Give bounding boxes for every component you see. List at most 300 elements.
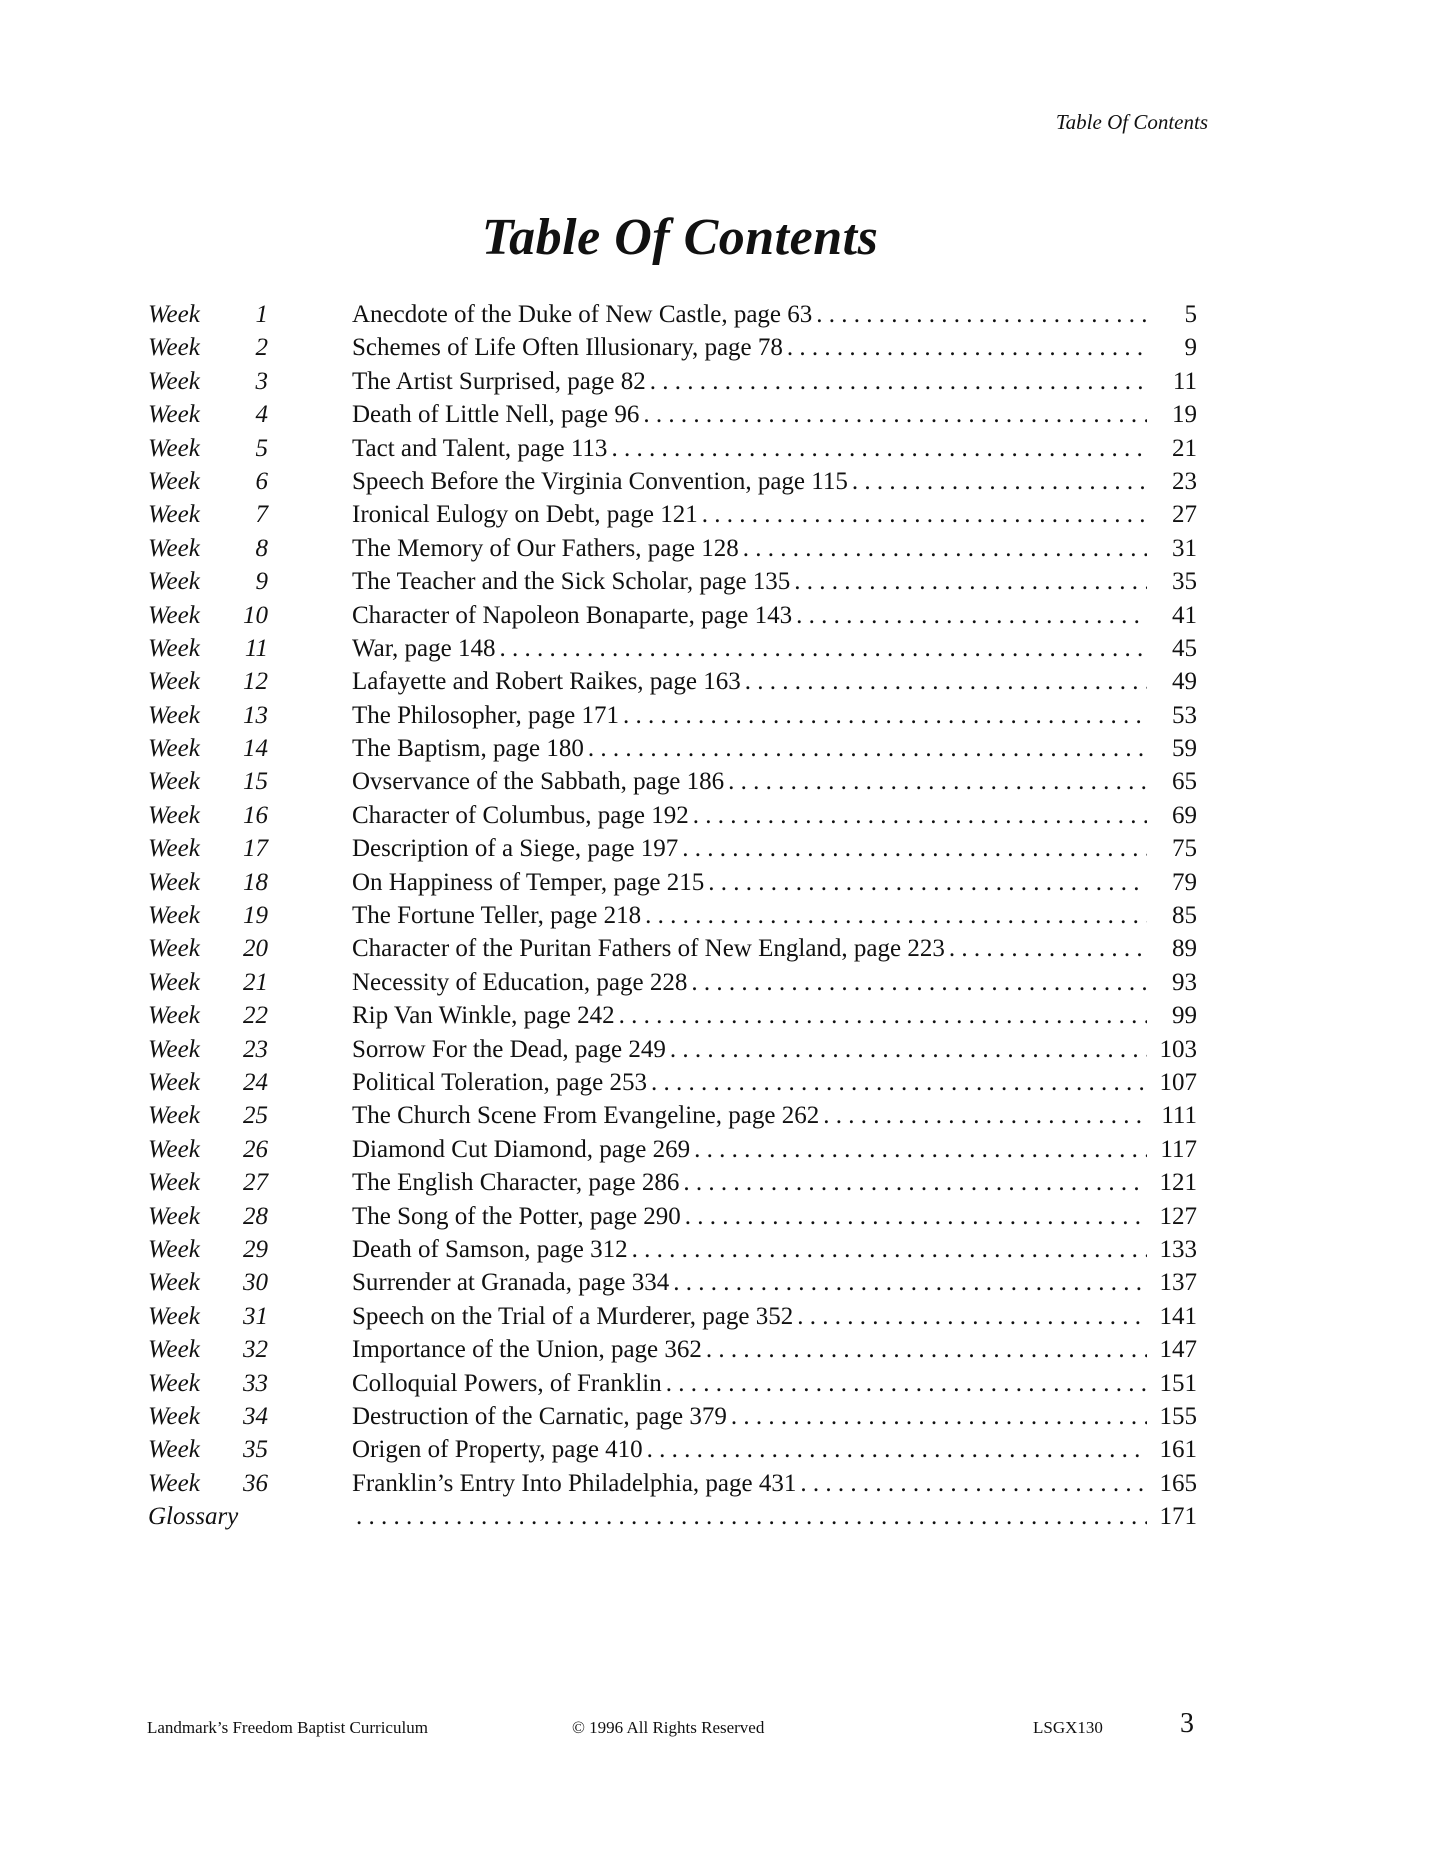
dot-leader bbox=[643, 1433, 1147, 1466]
entry-title: Character of Napoleon Bonaparte, page 143 bbox=[352, 601, 793, 629]
entry-page-number: 5 bbox=[1184, 301, 1197, 328]
entry-page-number: 107 bbox=[1159, 1068, 1197, 1096]
week-word: Week bbox=[148, 968, 200, 996]
entry-page-number: 121 bbox=[1159, 1169, 1197, 1197]
week-label bbox=[148, 1400, 268, 1433]
dot-leader bbox=[792, 599, 1147, 632]
toc-row bbox=[140, 799, 1197, 832]
week-label bbox=[148, 331, 268, 364]
week-label bbox=[148, 699, 268, 732]
week-label bbox=[148, 1500, 268, 1533]
entry-page-number: 99 bbox=[1172, 1002, 1197, 1030]
week-word: Week bbox=[148, 301, 200, 328]
week-label bbox=[148, 398, 268, 431]
entry-page-number: 75 bbox=[1172, 835, 1197, 863]
toc-entry bbox=[352, 1166, 1197, 1199]
entry-title: The Song of the Potter, page 290 bbox=[352, 1202, 681, 1230]
week-label bbox=[148, 1300, 268, 1333]
week-label bbox=[148, 966, 268, 999]
week-number: 34 bbox=[243, 1402, 268, 1430]
week-word: Week bbox=[148, 735, 200, 763]
dot-leader bbox=[681, 1200, 1147, 1233]
dot-leader bbox=[666, 1033, 1147, 1066]
toc-row bbox=[140, 1133, 1197, 1166]
entry-page-number: 53 bbox=[1172, 701, 1197, 729]
toc-row bbox=[140, 832, 1197, 865]
week-word: Week bbox=[148, 568, 200, 596]
week-label bbox=[148, 1200, 268, 1233]
entry-title: Anecdote of the Duke of New Castle, page 63 bbox=[352, 301, 813, 328]
dot-leader bbox=[669, 1266, 1147, 1299]
page-number: 3 bbox=[1180, 1708, 1194, 1739]
week-label bbox=[148, 899, 268, 932]
week-label bbox=[148, 1166, 268, 1199]
entry-page-number: 103 bbox=[1159, 1035, 1197, 1063]
week-number: 18 bbox=[243, 868, 268, 896]
entry-page-number: 89 bbox=[1172, 935, 1197, 963]
dot-leader bbox=[615, 999, 1147, 1032]
toc-entry bbox=[352, 298, 1197, 331]
week-label bbox=[148, 765, 268, 798]
week-label bbox=[148, 1133, 268, 1166]
toc-entry bbox=[352, 532, 1197, 565]
toc-entry bbox=[352, 699, 1197, 732]
week-word: Week bbox=[148, 1102, 200, 1130]
entry-page-number: 151 bbox=[1159, 1369, 1197, 1397]
entry-title: Sorrow For the Dead, page 249 bbox=[352, 1035, 666, 1063]
dot-leader bbox=[619, 699, 1147, 732]
toc-row bbox=[140, 699, 1197, 732]
toc-entry bbox=[352, 799, 1197, 832]
week-word: Week bbox=[148, 668, 200, 696]
week-word: Week bbox=[148, 1135, 200, 1163]
week-word: Week bbox=[148, 534, 200, 562]
dot-leader bbox=[646, 365, 1147, 398]
week-label bbox=[148, 1033, 268, 1066]
entry-title: Destruction of the Carnatic, page 379 bbox=[352, 1402, 727, 1430]
toc-entry bbox=[352, 1233, 1197, 1266]
entry-title: Necessity of Education, page 228 bbox=[352, 968, 688, 996]
week-number: 9 bbox=[255, 568, 268, 596]
dot-leader bbox=[607, 432, 1147, 465]
toc-row bbox=[140, 1467, 1197, 1500]
entry-page-number: 85 bbox=[1172, 902, 1197, 930]
toc-row bbox=[140, 599, 1197, 632]
toc-row bbox=[140, 1066, 1197, 1099]
toc-entry bbox=[352, 1099, 1197, 1132]
running-header: Table Of Contents bbox=[1055, 110, 1208, 134]
dot-leader bbox=[783, 331, 1147, 364]
entry-title: Rip Van Winkle, page 242 bbox=[352, 1002, 615, 1030]
toc-entry bbox=[352, 599, 1197, 632]
entry-page-number: 165 bbox=[1159, 1469, 1197, 1497]
toc-row bbox=[140, 665, 1197, 698]
week-label bbox=[148, 1066, 268, 1099]
dot-leader bbox=[812, 298, 1147, 331]
toc-row bbox=[140, 1300, 1197, 1333]
entry-title: Surrender at Granada, page 334 bbox=[352, 1269, 670, 1297]
toc-row bbox=[140, 532, 1197, 565]
week-number: 29 bbox=[243, 1235, 268, 1263]
entry-page-number: 35 bbox=[1172, 568, 1197, 596]
week-number: 27 bbox=[243, 1169, 268, 1197]
dot-leader bbox=[739, 532, 1147, 565]
dot-leader bbox=[628, 1233, 1147, 1266]
toc-entry bbox=[352, 1266, 1197, 1299]
week-label bbox=[148, 1433, 268, 1466]
week-word: Week bbox=[148, 701, 200, 729]
toc-entry bbox=[352, 1433, 1197, 1466]
entry-page-number: 147 bbox=[1159, 1336, 1197, 1364]
week-word: Week bbox=[148, 1336, 200, 1364]
entry-title: Schemes of Life Often Illusionary, page 78 bbox=[352, 334, 783, 362]
toc-entry bbox=[352, 1300, 1197, 1333]
entry-page-number: 21 bbox=[1172, 434, 1197, 462]
toc-entry bbox=[352, 732, 1197, 765]
toc-row bbox=[140, 398, 1197, 431]
dot-leader bbox=[727, 1400, 1147, 1433]
week-label bbox=[148, 599, 268, 632]
week-label bbox=[148, 365, 268, 398]
week-number: 26 bbox=[243, 1135, 268, 1163]
week-word: Week bbox=[148, 835, 200, 863]
entry-title: Speech on the Trial of a Murderer, page 352 bbox=[352, 1302, 794, 1330]
entry-title: Ironical Eulogy on Debt, page 121 bbox=[352, 501, 698, 529]
dot-leader bbox=[689, 799, 1147, 832]
week-word: Week bbox=[148, 768, 200, 796]
toc-row bbox=[140, 1367, 1197, 1400]
toc-entry bbox=[352, 1133, 1197, 1166]
toc-row bbox=[140, 1033, 1197, 1066]
toc-row bbox=[140, 1266, 1197, 1299]
toc-entry bbox=[352, 999, 1197, 1032]
week-number: 30 bbox=[243, 1269, 268, 1297]
entry-title: The Baptism, page 180 bbox=[352, 735, 584, 763]
dot-leader bbox=[690, 1133, 1147, 1166]
week-number: 14 bbox=[243, 735, 268, 763]
toc-row bbox=[140, 899, 1197, 932]
week-number: 24 bbox=[243, 1068, 268, 1096]
toc-entry bbox=[352, 866, 1197, 899]
toc-entry bbox=[352, 432, 1197, 465]
toc-entry bbox=[352, 632, 1197, 665]
week-number: 20 bbox=[243, 935, 268, 963]
entry-page-number: 161 bbox=[1159, 1436, 1197, 1464]
dot-leader bbox=[352, 1500, 1147, 1533]
week-number: 12 bbox=[243, 668, 268, 696]
week-word: Week bbox=[148, 1202, 200, 1230]
toc-entry bbox=[352, 1467, 1197, 1500]
entry-page-number: 9 bbox=[1184, 334, 1197, 362]
week-word: Week bbox=[148, 634, 200, 662]
week-number: 35 bbox=[243, 1436, 268, 1464]
week-label bbox=[148, 665, 268, 698]
toc-row bbox=[140, 966, 1197, 999]
table-of-contents bbox=[140, 298, 1197, 1533]
week-word: Week bbox=[148, 401, 200, 429]
toc-row bbox=[140, 365, 1197, 398]
entry-title: The Fortune Teller, page 218 bbox=[352, 902, 642, 930]
week-word: Week bbox=[148, 1302, 200, 1330]
week-word: Week bbox=[148, 334, 200, 362]
toc-entry bbox=[352, 331, 1197, 364]
week-label bbox=[148, 1467, 268, 1500]
entry-page-number: 141 bbox=[1159, 1302, 1197, 1330]
dot-leader bbox=[495, 632, 1147, 665]
entry-page-number: 11 bbox=[1172, 367, 1197, 395]
footer-publisher: Landmark’s Freedom Baptist Curriculum bbox=[147, 1718, 428, 1737]
entry-page-number: 65 bbox=[1172, 768, 1197, 796]
week-label bbox=[148, 866, 268, 899]
toc-entry bbox=[352, 1500, 1197, 1533]
week-number: 28 bbox=[243, 1202, 268, 1230]
week-number: 13 bbox=[243, 701, 268, 729]
week-label bbox=[148, 1333, 268, 1366]
entry-page-number: 133 bbox=[1159, 1235, 1197, 1263]
toc-entry bbox=[352, 899, 1197, 932]
week-number: 17 bbox=[243, 835, 268, 863]
entry-title: Importance of the Union, page 362 bbox=[352, 1336, 702, 1364]
entry-page-number: 171 bbox=[1159, 1503, 1197, 1531]
toc-entry bbox=[352, 565, 1197, 598]
dot-leader bbox=[702, 1333, 1147, 1366]
dot-leader bbox=[945, 932, 1147, 965]
week-number: 32 bbox=[243, 1336, 268, 1364]
entry-page-number: 45 bbox=[1172, 634, 1197, 662]
week-number: 16 bbox=[243, 801, 268, 829]
week-word: Week bbox=[148, 902, 200, 930]
toc-entry bbox=[352, 465, 1197, 498]
footer-code: LSGX130 bbox=[1033, 1718, 1103, 1737]
week-number: 25 bbox=[243, 1102, 268, 1130]
week-word: Week bbox=[148, 601, 200, 629]
entry-title: Lafayette and Robert Raikes, page 163 bbox=[352, 668, 741, 696]
week-number: 19 bbox=[243, 902, 268, 930]
entry-title: Character of the Puritan Fathers of New England, page 223 bbox=[352, 935, 945, 963]
week-number: 4 bbox=[255, 401, 268, 429]
toc-row bbox=[140, 765, 1197, 798]
entry-page-number: 27 bbox=[1172, 501, 1197, 529]
entry-title: Diamond Cut Diamond, page 269 bbox=[352, 1135, 691, 1163]
toc-row bbox=[140, 1333, 1197, 1366]
entry-title: Colloquial Powers, of Franklin bbox=[352, 1369, 662, 1397]
toc-row bbox=[140, 565, 1197, 598]
dot-leader bbox=[848, 465, 1147, 498]
week-number: 23 bbox=[243, 1035, 268, 1063]
week-label bbox=[148, 1367, 268, 1400]
entry-page-number: 59 bbox=[1172, 735, 1197, 763]
week-label bbox=[148, 498, 268, 531]
entry-title: The Church Scene From Evangeline, page 262 bbox=[352, 1102, 820, 1130]
entry-page-number: 41 bbox=[1172, 601, 1197, 629]
entry-title: Ovservance of the Sabbath, page 186 bbox=[352, 768, 725, 796]
week-label bbox=[148, 932, 268, 965]
week-label bbox=[148, 732, 268, 765]
entry-page-number: 23 bbox=[1172, 467, 1197, 495]
toc-row bbox=[140, 1099, 1197, 1132]
toc-row bbox=[140, 465, 1197, 498]
entry-title: On Happiness of Temper, page 215 bbox=[352, 868, 705, 896]
week-label bbox=[148, 565, 268, 598]
entry-title: Speech Before the Virginia Convention, page 115 bbox=[352, 467, 848, 495]
week-number: 1 bbox=[255, 301, 268, 328]
week-label bbox=[148, 298, 268, 331]
week-number: 21 bbox=[243, 968, 268, 996]
dot-leader bbox=[704, 866, 1147, 899]
dot-leader bbox=[647, 1066, 1147, 1099]
week-number: 2 bbox=[255, 334, 268, 362]
dot-leader bbox=[641, 899, 1147, 932]
week-label bbox=[148, 632, 268, 665]
week-word: Week bbox=[148, 467, 200, 495]
entry-title: Character of Columbus, page 192 bbox=[352, 801, 689, 829]
week-number: 6 bbox=[255, 467, 268, 495]
toc-row bbox=[140, 999, 1197, 1032]
toc-entry bbox=[352, 365, 1197, 398]
week-number: 11 bbox=[244, 634, 268, 662]
week-word: Week bbox=[148, 1169, 200, 1197]
toc-row bbox=[140, 866, 1197, 899]
entry-page-number: 93 bbox=[1172, 968, 1197, 996]
toc-entry bbox=[352, 398, 1197, 431]
toc-entry bbox=[352, 765, 1197, 798]
entry-title: The Philosopher, page 171 bbox=[352, 701, 620, 729]
week-number: 7 bbox=[255, 501, 268, 529]
week-number: 33 bbox=[243, 1369, 268, 1397]
week-label bbox=[148, 1233, 268, 1266]
entry-page-number: 79 bbox=[1172, 868, 1197, 896]
toc-row bbox=[140, 1200, 1197, 1233]
entry-title: The Teacher and the Sick Scholar, page 135 bbox=[352, 568, 791, 596]
week-word: Week bbox=[148, 1469, 200, 1497]
dot-leader bbox=[790, 565, 1147, 598]
toc-row bbox=[140, 298, 1197, 331]
footer-copyright: © 1996 All Rights Reserved bbox=[572, 1718, 765, 1737]
toc-row bbox=[140, 632, 1197, 665]
toc-row bbox=[140, 1500, 1197, 1533]
entry-title: Origen of Property, page 410 bbox=[352, 1436, 643, 1464]
toc-row bbox=[140, 498, 1197, 531]
week-number: 22 bbox=[243, 1002, 268, 1030]
dot-leader bbox=[679, 1166, 1147, 1199]
dot-leader bbox=[793, 1300, 1147, 1333]
week-label bbox=[148, 1099, 268, 1132]
week-label bbox=[148, 432, 268, 465]
dot-leader bbox=[687, 966, 1147, 999]
toc-row bbox=[140, 732, 1197, 765]
toc-entry bbox=[352, 1066, 1197, 1099]
dot-leader bbox=[639, 398, 1147, 431]
toc-entry bbox=[352, 498, 1197, 531]
toc-entry bbox=[352, 1367, 1197, 1400]
week-word: Glossary bbox=[148, 1503, 239, 1531]
week-word: Week bbox=[148, 1369, 200, 1397]
week-number: 5 bbox=[255, 434, 268, 462]
toc-row bbox=[140, 1433, 1197, 1466]
entry-title: Death of Samson, page 312 bbox=[352, 1235, 628, 1263]
entry-page-number: 19 bbox=[1172, 401, 1197, 429]
week-number: 10 bbox=[243, 601, 268, 629]
week-number: 36 bbox=[243, 1469, 268, 1497]
week-word: Week bbox=[148, 1402, 200, 1430]
toc-row bbox=[140, 1400, 1197, 1433]
entry-title: Tact and Talent, page 113 bbox=[352, 434, 608, 462]
entry-page-number: 127 bbox=[1159, 1202, 1197, 1230]
week-label bbox=[148, 999, 268, 1032]
toc-row bbox=[140, 331, 1197, 364]
entry-page-number: 111 bbox=[1161, 1102, 1197, 1130]
dot-leader bbox=[724, 765, 1147, 798]
entry-page-number: 31 bbox=[1172, 534, 1197, 562]
entry-page-number: 117 bbox=[1160, 1135, 1197, 1163]
week-word: Week bbox=[148, 501, 200, 529]
week-word: Week bbox=[148, 801, 200, 829]
week-label bbox=[148, 1266, 268, 1299]
page-title: Table Of Contents bbox=[481, 209, 879, 266]
entry-page-number: 49 bbox=[1172, 668, 1197, 696]
entry-title: Political Toleration, page 253 bbox=[352, 1068, 647, 1096]
week-label bbox=[148, 832, 268, 865]
dot-leader bbox=[662, 1367, 1147, 1400]
week-word: Week bbox=[148, 868, 200, 896]
entry-page-number: 137 bbox=[1159, 1269, 1197, 1297]
week-number: 3 bbox=[255, 367, 268, 395]
entry-title: Death of Little Nell, page 96 bbox=[352, 401, 640, 429]
toc-entry bbox=[352, 832, 1197, 865]
dot-leader bbox=[741, 665, 1147, 698]
dot-leader bbox=[584, 732, 1147, 765]
toc-row bbox=[140, 1233, 1197, 1266]
week-word: Week bbox=[148, 367, 200, 395]
dot-leader bbox=[698, 498, 1147, 531]
toc-row bbox=[140, 932, 1197, 965]
week-word: Week bbox=[148, 1068, 200, 1096]
week-word: Week bbox=[148, 935, 200, 963]
toc-entry bbox=[352, 1200, 1197, 1233]
dot-leader bbox=[796, 1467, 1147, 1500]
dot-leader bbox=[819, 1099, 1147, 1132]
entry-title: Franklin’s Entry Into Philadelphia, page 431 bbox=[352, 1469, 797, 1497]
toc-entry bbox=[352, 932, 1197, 965]
entry-page-number: 69 bbox=[1172, 801, 1197, 829]
toc-entry bbox=[352, 1333, 1197, 1366]
dot-leader bbox=[678, 832, 1147, 865]
week-word: Week bbox=[148, 1269, 200, 1297]
entry-title: The Artist Surprised, page 82 bbox=[352, 367, 646, 395]
toc-entry bbox=[352, 1400, 1197, 1433]
week-number: 15 bbox=[243, 768, 268, 796]
week-word: Week bbox=[148, 1002, 200, 1030]
week-word: Week bbox=[148, 1035, 200, 1063]
week-label bbox=[148, 799, 268, 832]
week-number: 8 bbox=[255, 534, 268, 562]
week-label bbox=[148, 532, 268, 565]
toc-entry bbox=[352, 966, 1197, 999]
entry-title: The Memory of Our Fathers, page 128 bbox=[352, 534, 739, 562]
toc-row bbox=[140, 432, 1197, 465]
week-word: Week bbox=[148, 1235, 200, 1263]
toc-entry bbox=[352, 1033, 1197, 1066]
entry-title: Description of a Siege, page 197 bbox=[352, 835, 679, 863]
entry-title: War, page 148 bbox=[352, 634, 496, 662]
week-word: Week bbox=[148, 434, 200, 462]
toc-row bbox=[140, 1166, 1197, 1199]
week-word: Week bbox=[148, 1436, 200, 1464]
entry-title: The English Character, page 286 bbox=[352, 1169, 680, 1197]
week-label bbox=[148, 465, 268, 498]
toc-entry bbox=[352, 665, 1197, 698]
week-number: 31 bbox=[243, 1302, 268, 1330]
